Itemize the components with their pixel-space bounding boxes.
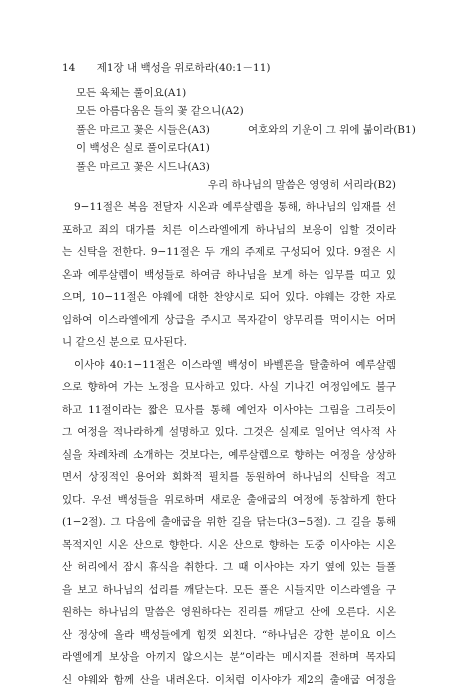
paragraph — [62, 196, 396, 354]
structure-left: 풀은 마르고 꽃은 시들은(A3) — [76, 121, 210, 139]
structure-line — [62, 102, 396, 120]
structure-left: 이 백성은 실로 풀이로다(A1) — [76, 139, 210, 157]
text-line: 면서 상징적인 용어와 회화적 필치를 동원하여 하나님의 신탁을 적고 — [62, 466, 396, 489]
text-line: 을 보고 하나님의 섭리를 깨닫는다. 모든 풀은 시들지만 이스라엘을 구 — [62, 579, 396, 602]
text-line: 실을 차례차례 소개하는 것보다는, 예루살렘으로 향하는 여정을 상상하 — [62, 444, 396, 467]
paragraph — [62, 354, 396, 691]
text-line: 포하고 죄의 대가를 치른 이스라엘에게 하나님의 보응이 임할 것이라 — [62, 219, 396, 242]
structure-right: 우리 하나님의 말씀은 영영히 서리라(B2) — [208, 179, 396, 191]
body-text — [62, 196, 396, 691]
text-line: 임하여 이스라엘에게 상급을 주시고 목자같이 양무리를 먹이시는 어머 — [62, 309, 396, 332]
running-title: 제1장 내 백성을 위로하라(40:1－11) — [97, 62, 271, 74]
verse-structure — [62, 84, 396, 194]
text-line: 이사야 40:1−11절은 이스라엘 백성이 바벨론을 탈출하여 예루살렘 — [62, 354, 396, 377]
text-line: 목적지인 시온 산으로 향한다. 시온 산으로 향하는 도중 이사야는 시온 — [62, 534, 396, 557]
structure-line — [62, 176, 396, 194]
text-line: 온과 예루살렘이 백성들로 하여금 하나님을 보게 하는 임무를 띠고 있 — [62, 264, 396, 287]
structure-line — [62, 139, 396, 157]
text-line: 니 같으신 분으로 묘사된다. — [62, 331, 396, 354]
structure-left: 모든 아름다움은 들의 꽃 같으니(A2) — [76, 102, 244, 120]
running-header — [62, 60, 270, 75]
structure-left: 풀은 마르고 꽃은 시드나(A3) — [76, 158, 210, 176]
text-line: 으며, 10−11절은 야웨에 대한 찬양시로 되어 있다. 야웨는 강한 자로 — [62, 286, 396, 309]
text-line: 는 신탁을 전한다. 9−11절은 두 개의 주제로 구성되어 있다. 9절은 시 — [62, 241, 396, 264]
structure-left: 모든 육체는 풀이요(A1) — [76, 84, 186, 102]
text-line: 하고 11절이라는 짧은 묘사를 통해 예언자 이사야는 그림을 그리듯이 — [62, 399, 396, 422]
structure-line — [62, 158, 396, 176]
structure-line — [62, 84, 396, 102]
text-line: (1−2절). 그 다음에 출애굽을 위한 길을 닦는다(3−5절). 그 길을 통해 — [62, 511, 396, 534]
text-line: 라엘에게 보상을 아끼지 않으시는 분”이라는 메시지를 전하며 목자되 — [62, 646, 396, 669]
structure-right: 여호와의 기운이 그 위에 붊이라(B1) — [248, 121, 416, 139]
text-line: 산 정상에 올라 백성들에게 힘껏 외친다. “하나님은 강한 분이요 이스 — [62, 624, 396, 647]
text-line: 원하는 하나님의 말씀은 영원하다는 진리를 깨닫고 산에 오른다. 시온 — [62, 601, 396, 624]
text-line: 신 야웨와 함께 산을 내려온다. 이처럼 이사야가 제2의 출애굽 여정을 — [62, 669, 396, 691]
text-line: 산 허리에서 잠시 휴식을 취한다. 그 때 이사야는 자기 옆에 있는 들풀 — [62, 556, 396, 579]
text-line: 그 여정을 적나라하게 설명하고 있다. 그것은 실제로 일어난 역사적 사 — [62, 421, 396, 444]
structure-line — [62, 121, 396, 139]
text-line: 9−11절은 복음 전달자 시온과 예루살렘을 통해, 하나님의 임재를 선 — [62, 196, 396, 219]
text-line: 있다. 우선 백성들을 위로하며 새로운 출애굽의 여정에 동참하게 한다 — [62, 489, 396, 512]
text-line: 으로 향하여 가는 노정을 묘사하고 있다. 사실 기나긴 여정임에도 불구 — [62, 376, 396, 399]
page-number: 14 — [62, 62, 75, 74]
